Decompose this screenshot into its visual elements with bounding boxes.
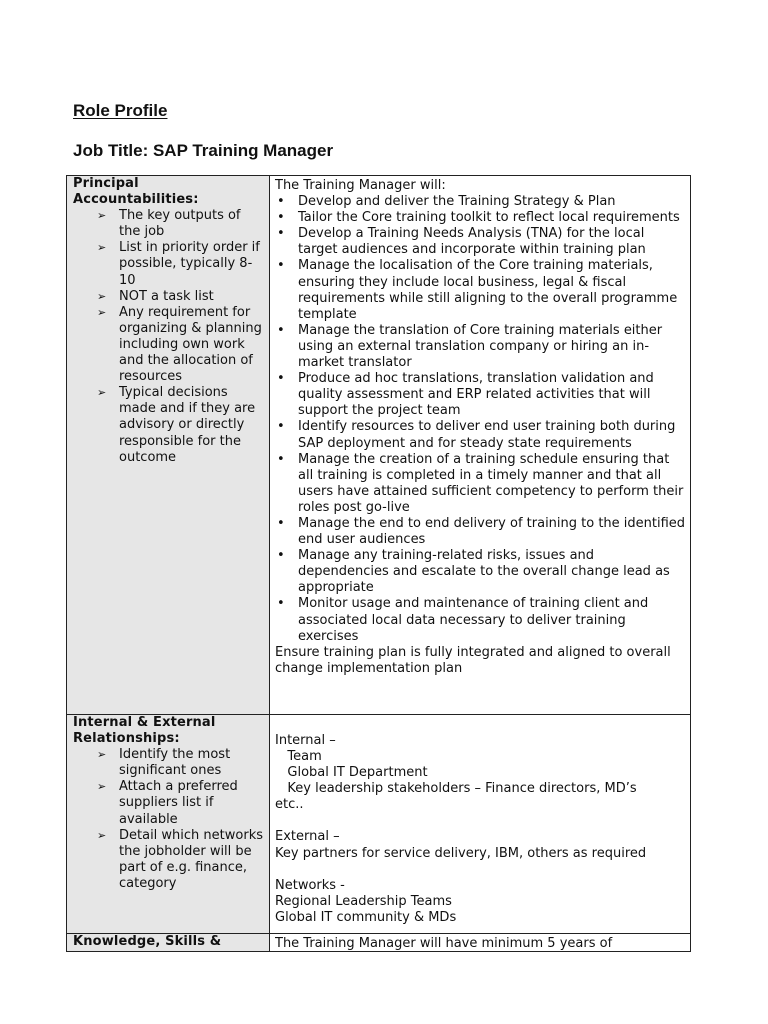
relationships-guidance-list (73, 747, 265, 892)
internal-stakeholders: Key leadership stakeholders – Finance directors, MD’s (275, 781, 637, 797)
external-title: External – (275, 829, 340, 845)
guidance-item: ➢ Attach a preferred suppliers list if available (73, 779, 265, 827)
internal-global-it: Global IT Department (275, 765, 428, 781)
knowledge-text: The Training Manager will have minimum 5 years of (275, 936, 613, 950)
accountability-item: • Manage the translation of Core training materials either using an external translation company or hiring an in-market translator (275, 323, 686, 371)
role-profile-heading: Role Profile (73, 101, 168, 120)
accountability-item: • Develop a Training Needs Analysis (TNA) for the local target audiences and incorporate within training plan (275, 226, 686, 258)
internal-title: Internal – (275, 733, 336, 748)
accountabilities-label-cell (67, 176, 270, 715)
relationships-label: Internal & External Relationships: (73, 715, 216, 747)
relationships-label-cell (67, 715, 270, 934)
networks-global: Global IT community & MDs (275, 909, 457, 925)
accountability-item: • Produce ad hoc translations, translation validation and quality assessment and ERP related activities that will support the project team (275, 371, 686, 419)
guidance-item: ➢ NOT a task list (73, 289, 265, 305)
knowledge-row (67, 934, 691, 952)
accountability-item: • Manage the creation of a training schedule ensuring that all training is completed in a timely manner and that all users have attained sufficient competency to perform their roles post go-live (275, 452, 686, 516)
accountabilities-label: Principal Accountabilities: (73, 176, 199, 208)
guidance-item: ➢ Identify the most significant ones (73, 747, 265, 779)
internal-team: Team (275, 749, 322, 765)
accountability-item: • Monitor usage and maintenance of training client and associated local data necessary to deliver training exercises (275, 596, 686, 644)
guidance-item: ➢ The key outputs of the job (73, 208, 265, 240)
accountabilities-intro: The Training Manager will: (275, 178, 446, 193)
accountabilities-closing: Ensure training plan is fully integrated and aligned to overall change implementation plan (275, 644, 671, 676)
spacer (275, 813, 686, 829)
spacer (275, 862, 686, 878)
networks-title: Networks - (275, 877, 345, 893)
accountability-item: • Manage any training-related risks, issues and dependencies and escalate to the overall change lead as appropriate (275, 548, 686, 596)
knowledge-content-cell (270, 934, 691, 952)
accountabilities-guidance-list (73, 208, 265, 466)
accountability-item: • Manage the end to end delivery of training to the identified end user audiences (275, 516, 686, 548)
accountabilities-content-cell (270, 176, 691, 715)
relationships-content-cell (270, 715, 691, 934)
guidance-item: ➢ Detail which networks the jobholder will be part of e.g. finance, category (73, 828, 265, 892)
accountability-item: • Manage the localisation of the Core training materials, ensuring they include local business, legal & fiscal requirements while still aligning to the overall programme template (275, 258, 686, 322)
job-title-heading: Job Title: SAP Training Manager (73, 141, 334, 160)
guidance-item: ➢ List in priority order if possible, typically 8-10 (73, 240, 265, 288)
external-partners: Key partners for service delivery, IBM, others as required (275, 845, 647, 861)
accountability-item: • Develop and deliver the Training Strategy & Plan (275, 194, 686, 210)
knowledge-label-cell (67, 934, 270, 952)
accountability-item: • Identify resources to deliver end user training both during SAP deployment and for steady state requirements (275, 419, 686, 451)
accountabilities-row (67, 176, 691, 715)
role-profile-table (66, 175, 691, 952)
knowledge-label: Knowledge, Skills & (73, 934, 222, 948)
internal-etc: etc.. (275, 797, 304, 813)
guidance-item: ➢ Typical decisions made and if they are advisory or directly responsible for the outcome (73, 385, 265, 465)
relationships-row (67, 715, 691, 934)
accountabilities-list (275, 194, 686, 645)
spacer (275, 717, 686, 733)
guidance-item: ➢ Any requirement for organizing & planning including own work and the allocation of resources (73, 305, 265, 385)
accountability-item: • Tailor the Core training toolkit to reflect local requirements (275, 210, 686, 226)
networks-regional: Regional Leadership Teams (275, 893, 452, 909)
